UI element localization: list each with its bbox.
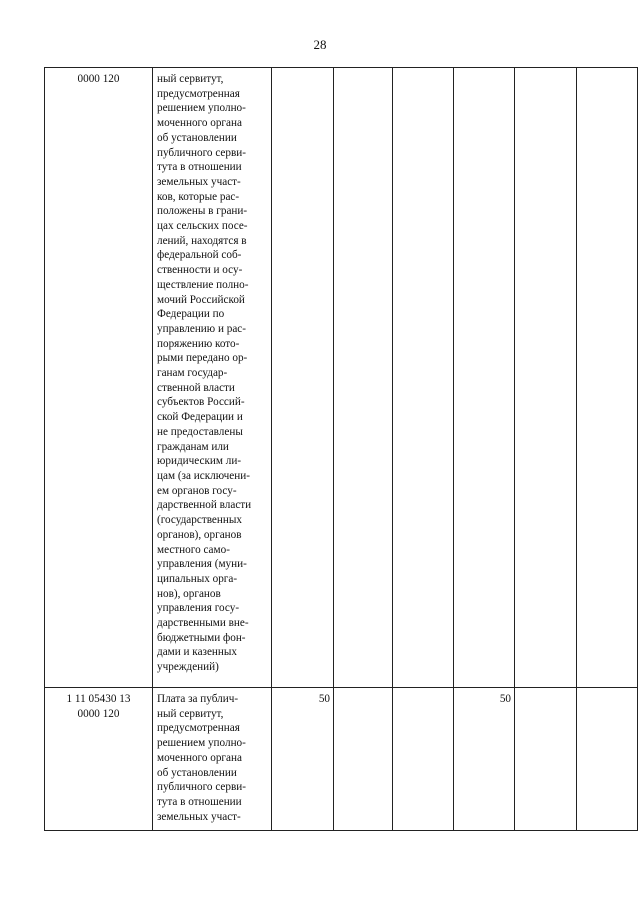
description-line: земельных участ- [157, 810, 241, 823]
description-line: об установлении [157, 131, 237, 144]
table-row [45, 68, 638, 688]
description-line: учреждений) [157, 661, 219, 674]
value-cell [515, 688, 577, 831]
description-line: местного само- [157, 543, 230, 556]
value-cell [272, 68, 334, 688]
description-line: ков, которые рас- [157, 190, 240, 203]
description-line: управления госу- [157, 602, 240, 615]
description-line: ществление полно- [157, 278, 249, 291]
description-line: земельных участ- [157, 175, 241, 188]
description-line: гражданам или [157, 440, 229, 453]
description-line: Федерации по [157, 308, 225, 321]
description-line: положены в грани- [157, 205, 248, 218]
code-line: 0000 120 [77, 73, 120, 85]
description-cell [153, 688, 272, 831]
description-line: юридическим ли- [157, 455, 242, 468]
budget-table [44, 67, 638, 831]
description-line: рыми передано ор- [157, 352, 248, 365]
description-line: моченного органа [157, 751, 242, 764]
description-line: мочий Российской [157, 293, 245, 306]
description-line: дарственной власти [157, 499, 252, 512]
description-line: нов), органов [157, 587, 221, 600]
code-line: 0000 120 [77, 707, 120, 720]
description-line: лений, находятся в [157, 234, 247, 247]
description-line: предусмотренная [157, 87, 240, 100]
value-cell [334, 68, 393, 688]
description-line: публичного серви- [157, 146, 246, 159]
page-number: 28 [313, 37, 327, 52]
description-line: (государственных [157, 514, 242, 527]
value-cell [515, 68, 577, 688]
description-line: ный сервитут, [157, 707, 224, 720]
code-cell [45, 688, 153, 831]
description-line: поряжению кото- [157, 337, 240, 350]
description-line: публичного серви- [157, 781, 246, 794]
description-line: субъектов Россий- [157, 396, 245, 409]
value-cell: 50 [272, 688, 334, 831]
description-line: ем органов госу- [157, 484, 237, 497]
description-line: бюджетными фон- [157, 631, 246, 644]
description-line: предусмотренная [157, 722, 240, 735]
description-line: ственной власти [157, 381, 235, 394]
value-cell [393, 68, 454, 688]
description-line: решением уполно- [157, 102, 246, 115]
value-cell [334, 688, 393, 831]
description-line: ганам государ- [157, 367, 228, 380]
value-cell [577, 688, 638, 831]
description-line: дарственными вне- [157, 617, 249, 630]
description-line: цах сельских посе- [157, 220, 248, 233]
description-line: дами и казенных [157, 646, 238, 659]
description-cell [153, 68, 272, 688]
description-line: ской Федерации и [157, 411, 243, 424]
description-line: ный сервитут, [157, 73, 224, 85]
value-cell [577, 68, 638, 688]
description-line: управлению и рас- [157, 322, 246, 335]
value-cell [393, 688, 454, 831]
value-cell [454, 68, 515, 688]
description-line: решением уполно- [157, 737, 246, 750]
description-line: цам (за исключени- [157, 469, 250, 482]
code-cell [45, 68, 153, 688]
description-line: не предоставлены [157, 425, 243, 438]
description-line: управления (муни- [157, 558, 247, 571]
description-line: об установлении [157, 766, 237, 779]
code-line: 1 11 05430 13 [66, 693, 131, 705]
description-line: Плата за публич- [157, 693, 239, 705]
value-cell: 50 [454, 688, 515, 831]
table-row [45, 688, 638, 831]
description-line: федеральной соб- [157, 249, 242, 262]
description-line: ципальных орга- [157, 572, 238, 585]
description-line: тута в отношении [157, 161, 242, 174]
description-line: ственности и осу- [157, 264, 243, 277]
description-line: моченного органа [157, 117, 242, 130]
description-line: органов), органов [157, 528, 242, 541]
description-line: тута в отношении [157, 795, 242, 808]
